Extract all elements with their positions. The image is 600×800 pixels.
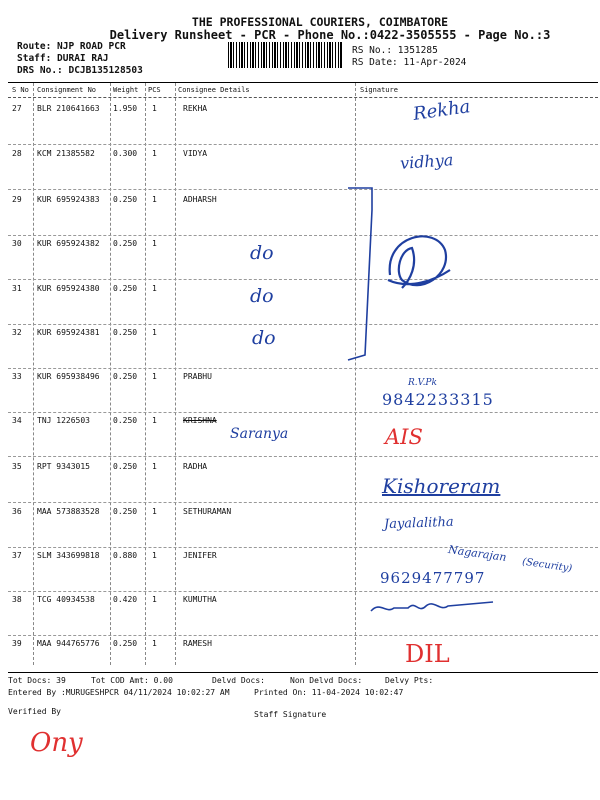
handwritten-ditto: do <box>250 242 274 264</box>
cell-pcs: 1 <box>152 239 157 248</box>
cell-pcs: 1 <box>152 149 157 158</box>
squiggle-signature <box>368 596 498 618</box>
col-pcs: PCS <box>148 86 161 94</box>
cell-consignment: BLR 210641663 <box>37 104 100 113</box>
cell-weight: 0.250 <box>113 639 138 648</box>
cell-pcs: 1 <box>152 416 157 425</box>
row-divider <box>8 547 598 548</box>
cell-consignee: SETHURAMAN <box>183 507 232 516</box>
cell-consignment: TCG 40934538 <box>37 595 95 604</box>
row-divider <box>8 235 598 236</box>
cell-consignee: VIDYA <box>183 149 208 158</box>
cell-weight: 0.300 <box>113 149 138 158</box>
column-divider <box>110 83 111 665</box>
cell-consignee: PRABHU <box>183 372 212 381</box>
delivery-points: Delvy Pts: <box>385 676 434 685</box>
total-docs: Tot Docs: 39 <box>8 676 66 685</box>
verified-by-label: Verified By <box>8 707 61 716</box>
row-divider <box>8 635 598 636</box>
cell-sno: 32 <box>12 328 22 337</box>
cell-pcs: 1 <box>152 328 157 337</box>
handwritten-name: R.V.Pk <box>408 378 437 388</box>
cell-pcs: 1 <box>152 462 157 471</box>
cell-consignment: TNJ 1226503 <box>37 416 90 425</box>
non-delivered-docs: Non Delvd Docs: <box>290 676 363 685</box>
cell-sno: 37 <box>12 551 22 560</box>
cell-weight: 0.250 <box>113 328 138 337</box>
row-divider <box>8 279 598 280</box>
cell-consignment: KCM 21385582 <box>37 149 95 158</box>
cell-weight: 0.250 <box>113 195 138 204</box>
row-divider <box>8 591 598 592</box>
column-header-rule <box>8 97 598 98</box>
cell-pcs: 1 <box>152 372 157 381</box>
cell-consignment: KUR 695924381 <box>37 328 100 337</box>
cell-sno: 31 <box>12 284 22 293</box>
row-divider <box>8 189 598 190</box>
verifier-signature: Ony <box>30 728 83 758</box>
cell-consignment: MAA 944765776 <box>37 639 100 648</box>
company-title: THE PROFESSIONAL COURIERS, COIMBATORE <box>191 15 449 29</box>
handwritten-ditto: do <box>252 327 276 349</box>
col-signature: Signature <box>360 86 398 94</box>
cell-pcs: 1 <box>152 507 157 516</box>
column-divider <box>145 83 146 665</box>
cell-consignee: ADHARSH <box>183 195 217 204</box>
header-rule <box>8 82 598 83</box>
cell-weight: 0.250 <box>113 507 138 516</box>
row-divider <box>8 144 598 145</box>
cell-consignment: KUR 695924380 <box>37 284 100 293</box>
cell-consignee: RAMESH <box>183 639 212 648</box>
row-divider <box>8 456 598 457</box>
cell-consignee: REKHA <box>183 104 208 113</box>
handwritten-phone: 9842233315 <box>382 390 494 409</box>
cell-consignee: KRISHNA <box>183 416 217 425</box>
printed-on: Printed On: 11-04-2024 10:02:47 <box>254 688 404 697</box>
handwritten-name: Saranya <box>230 426 289 442</box>
row-divider <box>8 324 598 325</box>
cell-sno: 27 <box>12 104 22 113</box>
handwritten-signature: AIS <box>385 425 423 449</box>
col-consignment: Consignment No <box>37 86 97 94</box>
cell-sno: 38 <box>12 595 22 604</box>
cell-consignment: KUR 695924383 <box>37 195 100 204</box>
column-divider <box>175 83 176 665</box>
cell-consignment: KUR 695938496 <box>37 372 100 381</box>
staff-label: Staff: DURAI RAJ <box>17 53 109 64</box>
cell-consignee: KUMUTHA <box>183 595 217 604</box>
cell-sno: 39 <box>12 639 22 648</box>
cell-weight: 0.250 <box>113 416 138 425</box>
cell-weight: 0.250 <box>113 284 138 293</box>
cell-consignment: KUR 695924382 <box>37 239 100 248</box>
column-divider <box>33 83 34 665</box>
barcode <box>228 42 343 68</box>
cell-pcs: 1 <box>152 639 157 648</box>
handwritten-name: Nagarajan <box>447 542 508 565</box>
cell-pcs: 1 <box>152 595 157 604</box>
column-divider <box>355 83 356 665</box>
footer-rule <box>8 672 598 673</box>
staff-signature-label: Staff Signature <box>254 710 327 719</box>
row-divider <box>8 412 598 413</box>
cell-weight: 0.420 <box>113 595 138 604</box>
col-weight: Weight <box>113 86 139 94</box>
cell-weight: 1.950 <box>113 104 138 113</box>
handwritten-name: Jayalalitha <box>383 514 454 533</box>
handwritten-phone: 9629477797 <box>380 569 486 587</box>
cell-sno: 30 <box>12 239 22 248</box>
cell-sno: 29 <box>12 195 22 204</box>
cell-consignee: RADHA <box>183 462 208 471</box>
entered-by: Entered By :MURUGESHPCR 04/11/2024 10:02:27 AM <box>8 688 230 697</box>
cell-weight: 0.250 <box>113 462 138 471</box>
row-divider <box>8 502 598 503</box>
cell-pcs: 1 <box>152 551 157 560</box>
cell-pcs: 1 <box>152 195 157 204</box>
route-label: Route: NJP ROAD PCR <box>17 41 126 52</box>
handwritten-signature: Kishoreram <box>382 474 501 498</box>
brace-and-signature <box>340 180 470 370</box>
cell-weight: 0.250 <box>113 372 138 381</box>
total-cod: Tot COD Amt: 0.00 <box>91 676 173 685</box>
cell-sno: 33 <box>12 372 22 381</box>
cell-pcs: 1 <box>152 104 157 113</box>
drs-label: DRS No.: DCJB135128503 <box>17 65 143 76</box>
cell-sno: 35 <box>12 462 22 471</box>
col-sno: S No <box>12 86 29 94</box>
handwritten-signature: vidhya <box>399 150 454 173</box>
delivered-docs: Delvd Docs: <box>212 676 265 685</box>
handwritten-note: (Security) <box>521 556 573 575</box>
cell-sno: 34 <box>12 416 22 425</box>
rs-no: RS No.: 1351285 <box>352 45 438 56</box>
handwritten-signature: DIL <box>405 640 450 668</box>
cell-consignment: MAA 573883528 <box>37 507 100 516</box>
cell-consignee: JENIFER <box>183 551 217 560</box>
handwritten-signature: Rekha <box>411 96 472 125</box>
cell-consignment: SLM 343699818 <box>37 551 100 560</box>
cell-sno: 28 <box>12 149 22 158</box>
handwritten-ditto: do <box>250 285 274 307</box>
cell-weight: 0.880 <box>113 551 138 560</box>
cell-weight: 0.250 <box>113 239 138 248</box>
cell-sno: 36 <box>12 507 22 516</box>
col-consignee: Consignee Details <box>178 86 250 94</box>
row-divider <box>8 368 598 369</box>
cell-consignment: RPT 9343015 <box>37 462 90 471</box>
cell-pcs: 1 <box>152 284 157 293</box>
rs-date: RS Date: 11-Apr-2024 <box>352 57 467 68</box>
runsheet-subtitle: Delivery Runsheet - PCR - Phone No.:0422-3505555 - Page No.:3 <box>109 28 551 42</box>
